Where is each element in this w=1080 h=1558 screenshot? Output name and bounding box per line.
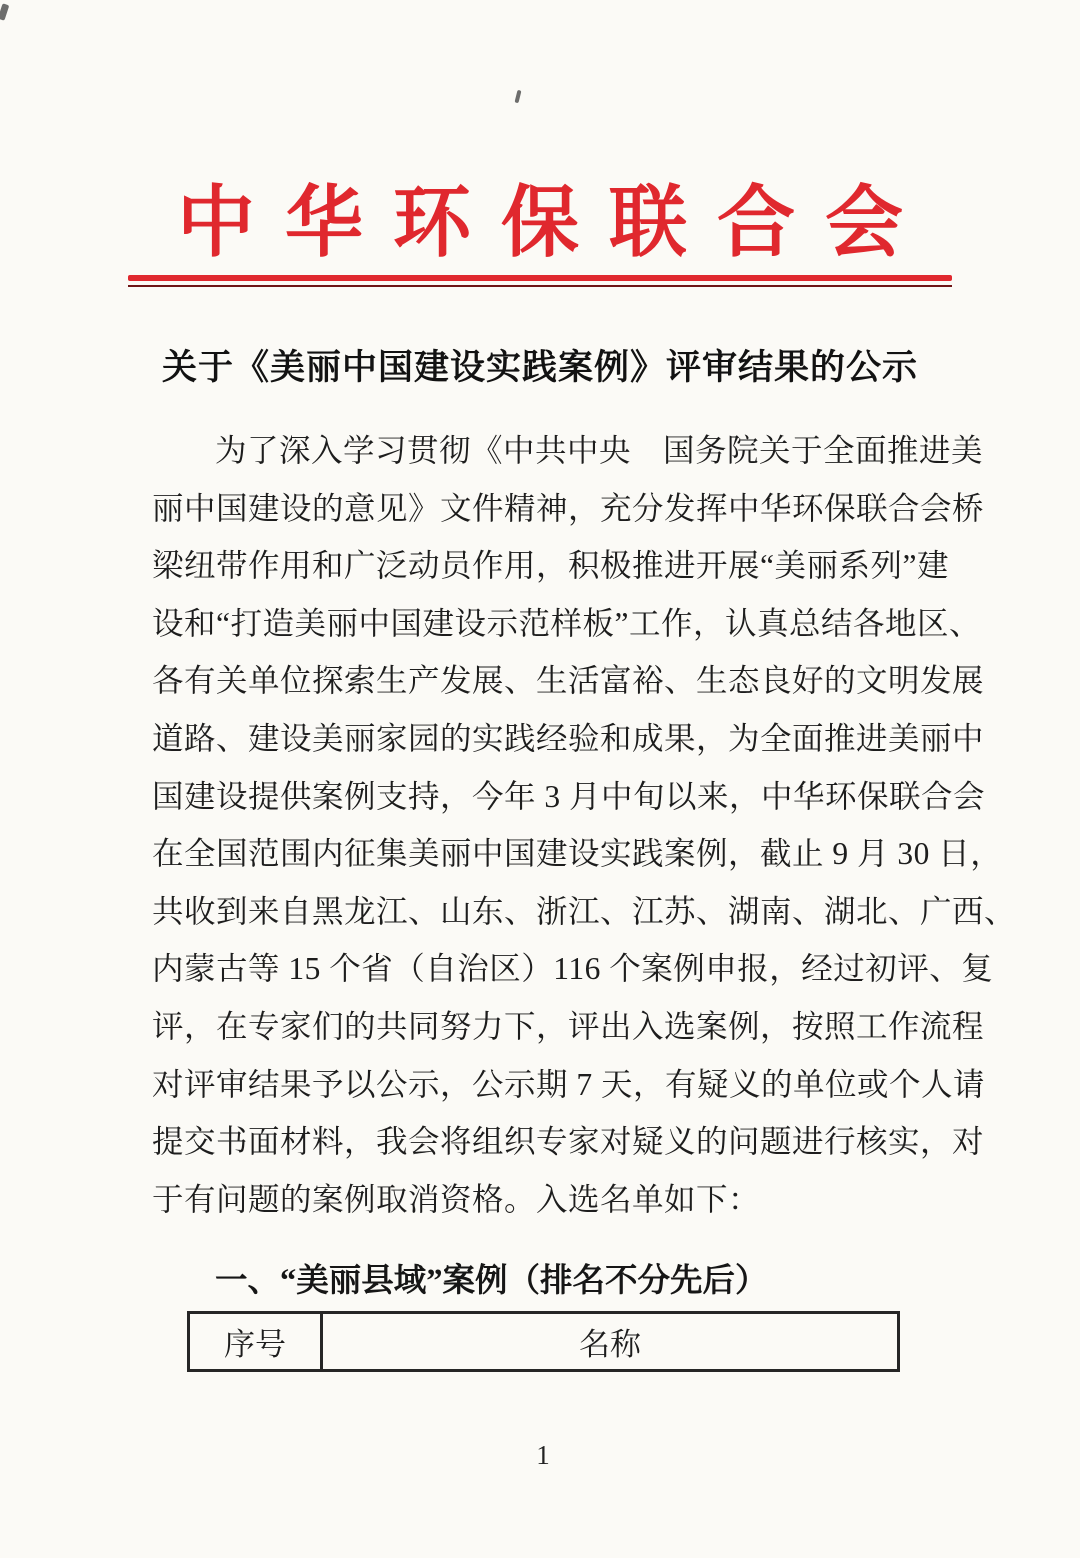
table-header-index: 序号 — [190, 1314, 323, 1369]
body-line: 共收到来自黑龙江、山东、浙江、江苏、湖南、湖北、广西、 — [152, 893, 1017, 929]
body-line: 评，在专家们的共同努力下，评出入选案例，按照工作流程 — [152, 1008, 985, 1044]
body-line: 道路、建设美丽家园的实践经验和成果，为全面推进美丽中 — [152, 720, 985, 756]
body-line: 设和“打造美丽中国建设示范样板”工作，认真总结各地区、 — [152, 605, 981, 641]
body-line: 各有关单位探索生产发展、生活富裕、生态良好的文明发展 — [152, 663, 985, 699]
scan-artifact-tick — [514, 90, 521, 104]
table-header-row — [190, 1314, 897, 1369]
body-line: 在全国范围内征集美丽中国建设实践案例，截止 9 月 30 日， — [152, 836, 1003, 872]
body-paragraph — [152, 422, 1017, 1228]
letterhead-divider — [128, 275, 952, 287]
body-line: 丽中国建设的意见》文件精神，充分发挥中华环保联合会桥 — [152, 490, 985, 526]
document-title: 关于《美丽中国建设实践案例》评审结果的公示 — [161, 348, 918, 387]
body-line: 国建设提供案例支持，今年 3 月中旬以来，中华环保联合会 — [152, 778, 986, 814]
scan-artifact-corner — [0, 3, 9, 20]
body-line: 对评审结果予以公示，公示期 7 天，有疑义的单位或个人请 — [152, 1066, 986, 1102]
body-line: 为了深入学习贯彻《中共中央 国务院关于全面推进美 — [215, 433, 984, 468]
divider-thick-line — [128, 275, 952, 281]
section-heading-beautiful-county: 一、“美丽县域”案例（排名不分先后） — [215, 1263, 768, 1299]
case-table — [187, 1311, 900, 1372]
body-line: 梁纽带作用和广泛动员作用，积极推进开展“美丽系列”建 — [152, 548, 949, 584]
page-number: 1 — [536, 1440, 550, 1470]
body-line: 于有问题的案例取消资格。入选名单如下： — [152, 1181, 761, 1217]
table-header-name: 名称 — [579, 1327, 641, 1362]
body-line: 提交书面材料，我会将组织专家对疑义的问题进行核实，对 — [152, 1124, 985, 1160]
divider-thin-line — [128, 285, 952, 287]
body-line: 内蒙古等 15 个省（自治区）116 个案例申报，经过初评、复 — [152, 951, 994, 987]
letterhead-title: 中华环保联合会 — [176, 179, 933, 266]
